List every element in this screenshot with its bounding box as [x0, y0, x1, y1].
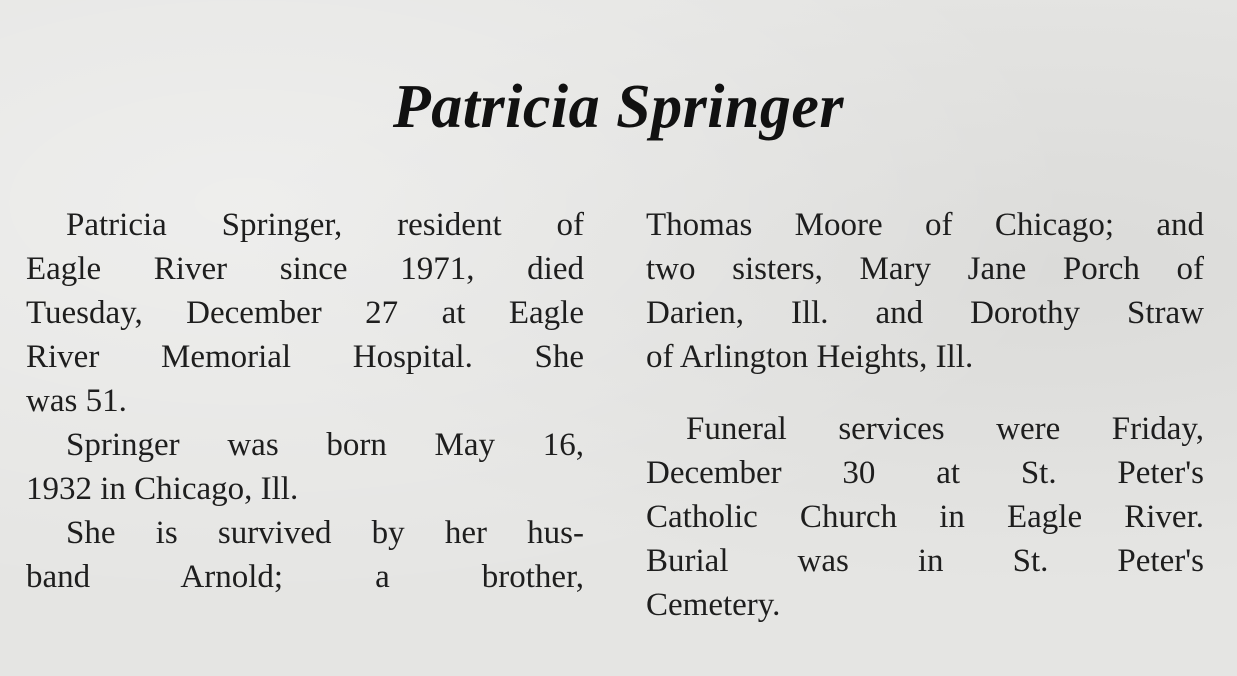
- body-line: Catholic Church in Eagle River.: [646, 499, 1204, 535]
- body-line: Funeral services were Friday,: [686, 411, 1204, 447]
- body-line: Burial was in St. Peter's: [646, 543, 1204, 579]
- body-line: two sisters, Mary Jane Porch of: [646, 251, 1204, 287]
- right-column: [646, 203, 1204, 627]
- body-line: of Arlington Heights, Ill.: [646, 339, 974, 375]
- body-line: Thomas Moore of Chicago; and: [646, 207, 1204, 243]
- left-column: [26, 203, 584, 599]
- body-line: Cemetery.: [646, 587, 781, 623]
- body-line: 1932 in Chicago, Ill.: [26, 471, 299, 507]
- paragraph-gap: [646, 379, 1204, 407]
- body-line: Springer was born May 16,: [66, 427, 584, 463]
- obituary-title: Patricia Springer: [392, 73, 845, 141]
- body-line: River Memorial Hospital. She: [26, 339, 584, 375]
- body-line: Eagle River since 1971, died: [26, 251, 584, 287]
- body-line: December 30 at St. Peter's: [646, 455, 1204, 491]
- body-line: Patricia Springer, resident of: [66, 207, 584, 243]
- body-line: band Arnold; a brother,: [26, 559, 584, 595]
- body-line: Tuesday, December 27 at Eagle: [26, 295, 584, 331]
- body-line: Darien, Ill. and Dorothy Straw: [646, 295, 1204, 331]
- body-line: She is survived by her hus-: [66, 515, 584, 551]
- body-line: was 51.: [26, 383, 127, 419]
